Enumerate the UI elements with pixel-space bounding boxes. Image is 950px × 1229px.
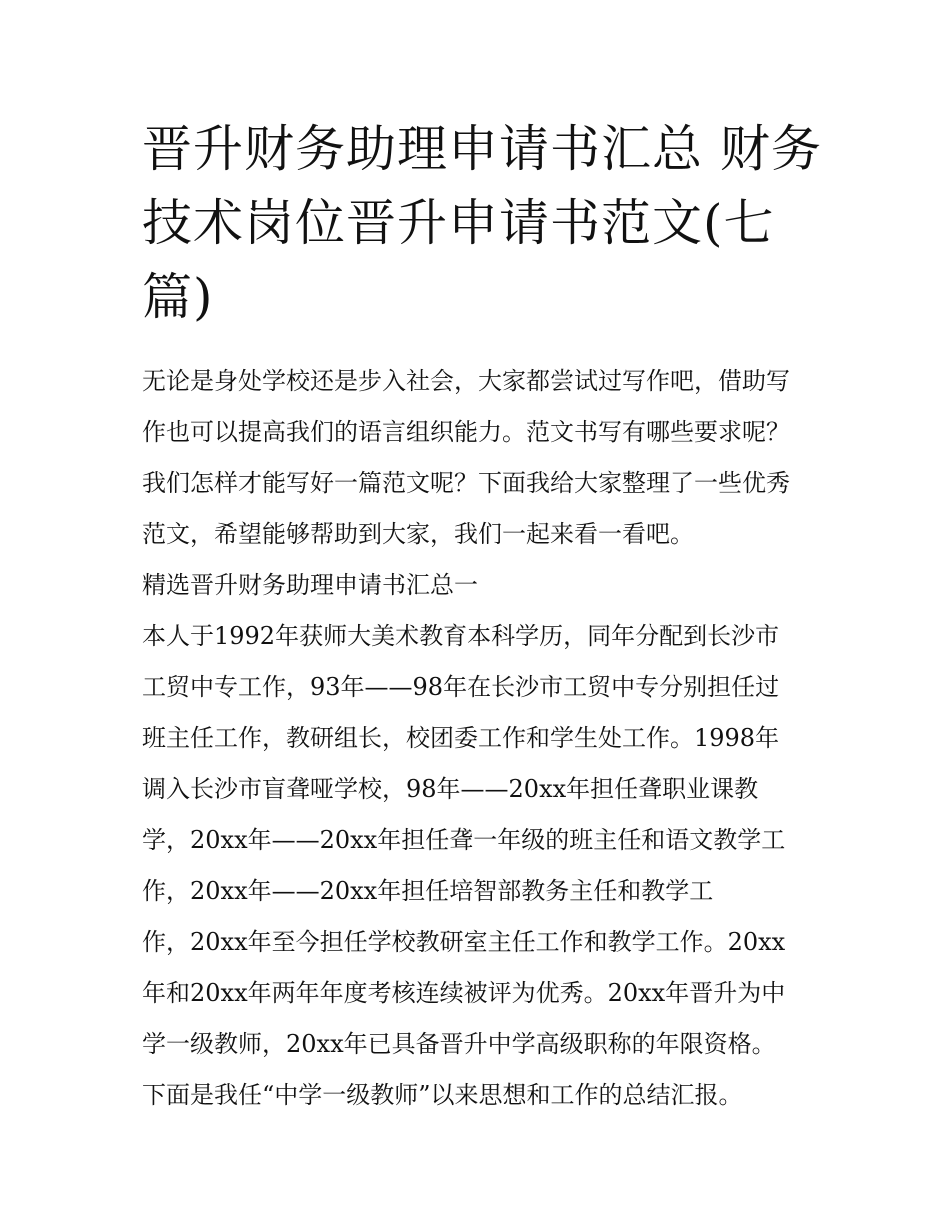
body-paragraph-line: 学，20xx年——20xx年担任聋一年级的班主任和语文教学工: [142, 826, 786, 854]
section-heading: 精选晋升财务助理申请书汇总一: [142, 571, 478, 599]
body-paragraph-line: 工贸中专工作，93年——98年在长沙市工贸中专分别担任过: [142, 673, 780, 701]
document-title: [142, 112, 822, 334]
intro-paragraph-line: 范文，希望能够帮助到大家，我们一起来看一看吧。: [142, 520, 694, 548]
body-paragraph-line: 本人于1992年获师大美术教育本科学历，同年分配到长沙市: [142, 622, 780, 650]
title-line: 技术岗位晋升申请书范文(七: [142, 194, 775, 252]
body-paragraph-line: 学一级教师，20xx年已具备晋升中学高级职称的年限资格。: [142, 1030, 776, 1058]
body-paragraph-line: 作，20xx年——20xx年担任培智部教务主任和教学工: [142, 877, 714, 905]
body-paragraph-line: 年和20xx年两年年度考核连续被评为优秀。20xx年晋升为中: [142, 979, 786, 1007]
body-paragraph-line: 班主任工作，教研组长，校团委工作和学生处工作。1998年: [142, 724, 780, 752]
body-paragraph-line: 调入长沙市盲聋哑学校，98年——20xx年担任聋职业课教: [142, 775, 759, 803]
document-body: [142, 356, 832, 1121]
intro-paragraph-line: 我们怎样才能写好一篇范文呢？下面我给大家整理了一些优秀: [142, 469, 790, 497]
body-paragraph-line: 下面是我任“中学一级教师”以来思想和工作的总结汇报。: [142, 1081, 743, 1109]
intro-paragraph-line: 无论是身处学校还是步入社会，大家都尝试过写作吧，借助写: [142, 367, 790, 395]
body-paragraph-line: 作，20xx年至今担任学校教研室主任工作和教学工作。20xx: [142, 928, 786, 956]
intro-paragraph-line: 作也可以提高我们的语言组织能力。范文书写有哪些要求呢？: [142, 418, 790, 446]
title-line: 篇): [142, 268, 214, 326]
title-line: 晋升财务助理申请书汇总 财务: [142, 120, 822, 178]
